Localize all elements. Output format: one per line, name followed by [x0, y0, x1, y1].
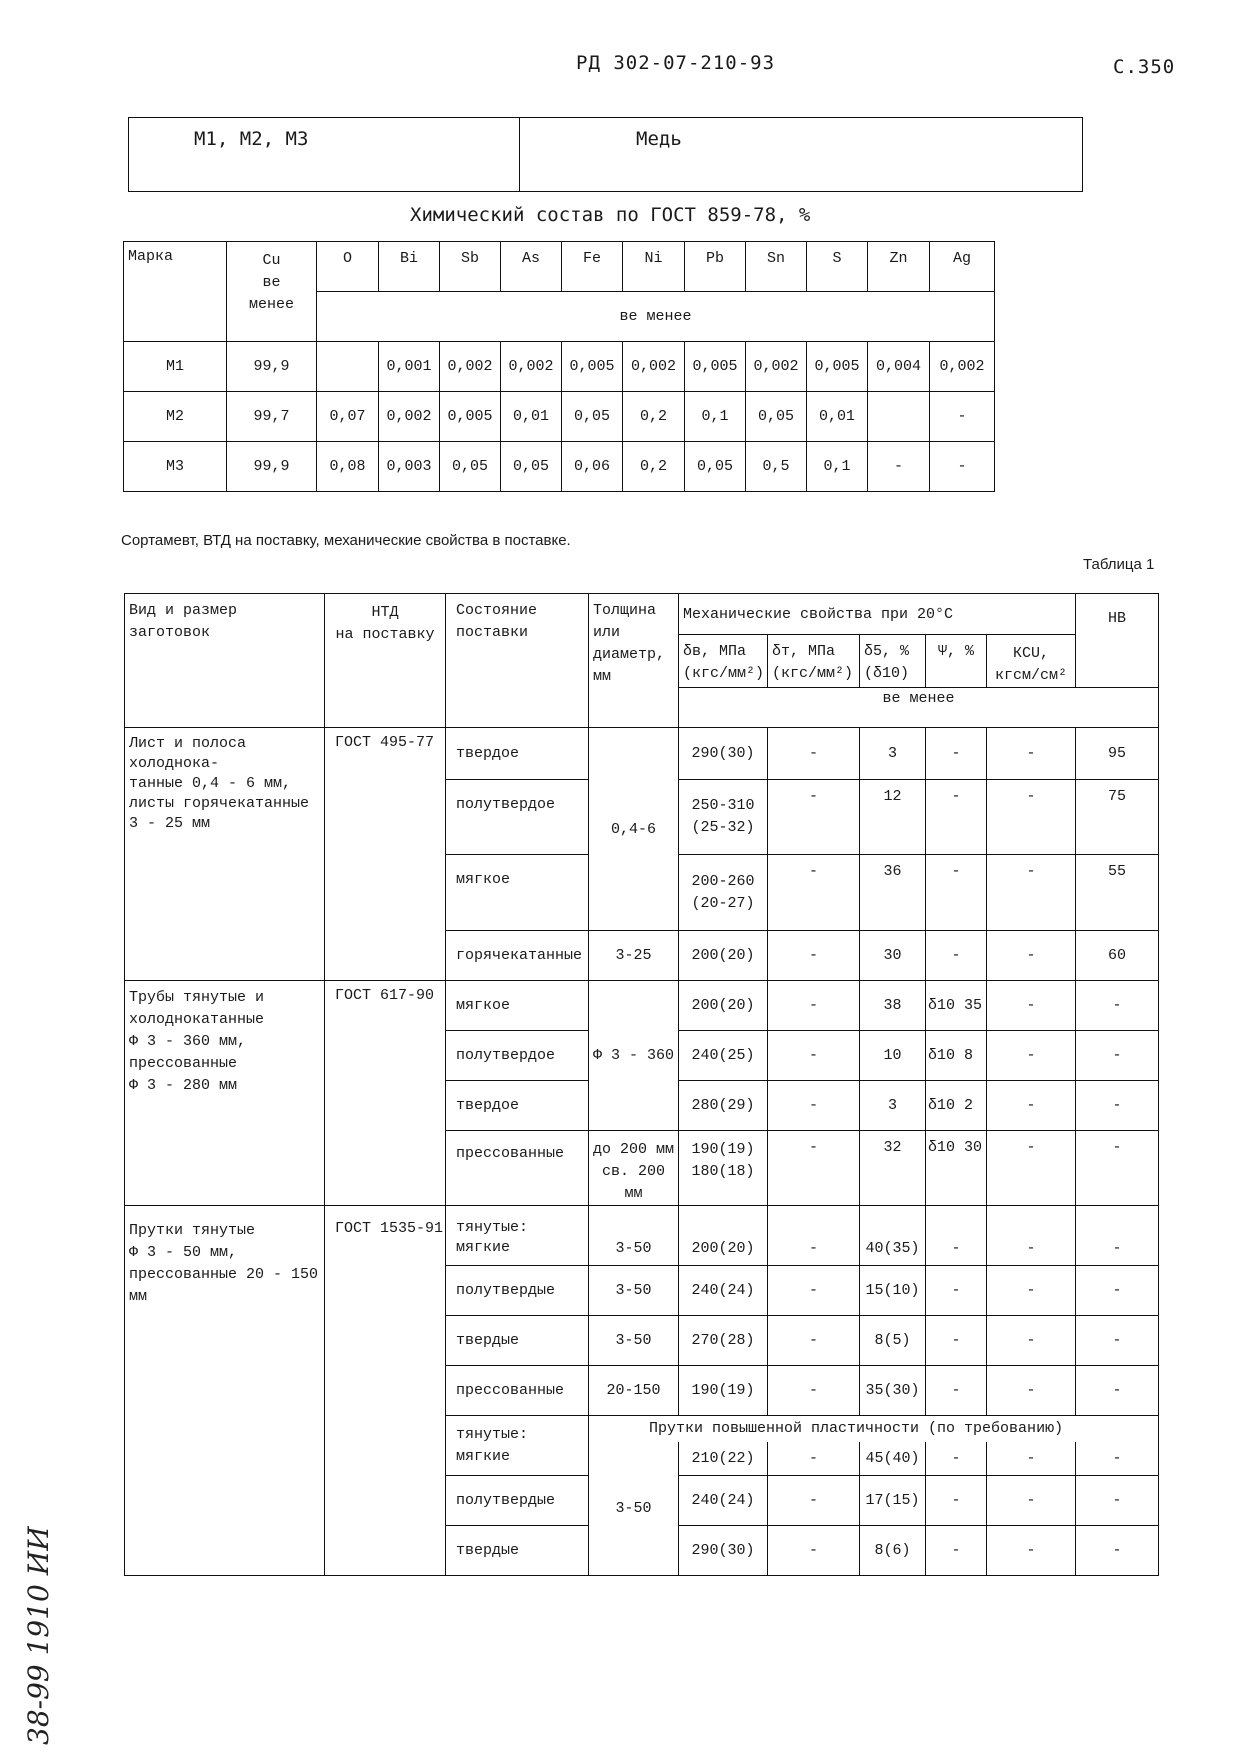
- chem-cell: 0,002: [623, 342, 685, 392]
- head-st: δт, МПа (кгс/мм²): [768, 635, 860, 688]
- cell: 30: [860, 931, 926, 981]
- chem-cell: 0,05: [746, 392, 807, 442]
- cell: -: [768, 1316, 860, 1366]
- cell: -: [768, 1131, 860, 1206]
- table-row: [125, 981, 1159, 1031]
- cell: -: [987, 931, 1076, 981]
- cell: 270(28): [679, 1316, 768, 1366]
- cell: -: [1076, 1031, 1159, 1081]
- chem-cell: 0,002: [746, 342, 807, 392]
- head-psi: Ψ, %: [926, 635, 987, 688]
- g1-ntd: ГОСТ 495-77: [325, 728, 446, 981]
- g3-thick-b: 3-50: [589, 1442, 679, 1576]
- chem-cell: М3: [124, 442, 227, 492]
- cell: δ10 30: [926, 1131, 987, 1206]
- doc-code: РД 302-07-210-93: [576, 52, 776, 74]
- cell: 38: [860, 981, 926, 1031]
- cell: -: [987, 1266, 1076, 1316]
- cell: -: [987, 1081, 1076, 1131]
- cell: -: [1076, 1131, 1159, 1206]
- chem-head-el: Pb: [685, 242, 746, 292]
- cell: -: [926, 1206, 987, 1266]
- cell: 32: [860, 1131, 926, 1206]
- table-row: [124, 342, 995, 392]
- cell: -: [987, 728, 1076, 780]
- chem-cell: 0,07: [317, 392, 379, 442]
- chem-cell: 0,2: [623, 442, 685, 492]
- table-row: [125, 728, 1159, 780]
- cell: 95: [1076, 728, 1159, 780]
- cell: полутвердое: [446, 1031, 589, 1081]
- chem-cell: [868, 392, 930, 442]
- chem-title: Химический состав по ГОСТ 859-78, %: [410, 204, 811, 226]
- cell: 280(29): [679, 1081, 768, 1131]
- cell: -: [1076, 1526, 1159, 1576]
- cell: тянутые: мягкие: [446, 1206, 589, 1266]
- cell: горячекатанные: [446, 931, 589, 981]
- chem-cell: 0,005: [807, 342, 868, 392]
- g3-b-state: тянутые: мягкие: [456, 1426, 529, 1465]
- cell: -: [768, 931, 860, 981]
- cell: твердое: [446, 728, 589, 780]
- chem-table: [123, 241, 995, 492]
- cell: -: [926, 1442, 987, 1476]
- cell: 240(25): [679, 1031, 768, 1081]
- cell: полутвердые: [446, 1266, 589, 1316]
- chem-cell: 0,1: [685, 392, 746, 442]
- cell: 3: [860, 728, 926, 780]
- cell: 290(30): [679, 728, 768, 780]
- head-mech: Механические свойства при 20°С: [679, 594, 1076, 635]
- chem-cell: 0,002: [501, 342, 562, 392]
- cell: -: [987, 1031, 1076, 1081]
- g2-kind: Трубы тянутые и холоднокатанные Ф 3 - 360 мм, прессованные Ф 3 - 280 мм: [125, 981, 325, 1206]
- chem-cell: 0,01: [501, 392, 562, 442]
- head-state: Состояние поставки: [446, 594, 589, 728]
- head-kcu: КСU, кгсм/см²: [987, 635, 1076, 688]
- chem-subheader: ве менее: [317, 292, 995, 342]
- cell: -: [768, 855, 860, 931]
- cell: 240(24): [679, 1266, 768, 1316]
- chem-cell: 0,2: [623, 392, 685, 442]
- chem-cell: -: [930, 392, 995, 442]
- chem-cell: 0,05: [440, 442, 501, 492]
- cell: -: [1076, 1476, 1159, 1526]
- chem-cell: 0,06: [562, 442, 623, 492]
- cell: мягкое: [446, 855, 589, 931]
- chem-cell: М2: [124, 392, 227, 442]
- chem-cell: 0,004: [868, 342, 930, 392]
- cell: -: [768, 1266, 860, 1316]
- cell: -: [768, 1476, 860, 1526]
- cell: -: [1076, 1266, 1159, 1316]
- chem-head-el: Fe: [562, 242, 623, 292]
- chem-head-el: Sb: [440, 242, 501, 292]
- cell: 3-50: [589, 1266, 679, 1316]
- chem-cell: 0,1: [807, 442, 868, 492]
- cell: -: [987, 981, 1076, 1031]
- chem-cell: 0,005: [562, 342, 623, 392]
- cell: 290(30): [679, 1526, 768, 1576]
- chem-head-grade: Марка: [124, 242, 227, 342]
- chem-cell: 0,003: [379, 442, 440, 492]
- cell: -: [768, 1526, 860, 1576]
- chem-head-el: Zn: [868, 242, 930, 292]
- cell: 15(10): [860, 1266, 926, 1316]
- table-row: [125, 1206, 1159, 1266]
- chem-cell: [317, 342, 379, 392]
- chem-cell: 0,05: [562, 392, 623, 442]
- cell: -: [987, 1206, 1076, 1266]
- cell: -: [1076, 1206, 1159, 1266]
- chem-cell: 0,01: [807, 392, 868, 442]
- head-sb: δв, МПа (кгс/мм²): [679, 635, 768, 688]
- page-number: С.350: [1113, 56, 1176, 78]
- cell: мягкое: [446, 981, 589, 1031]
- cell: -: [987, 1442, 1076, 1476]
- head-thick: Толщина или диаметр, мм: [589, 594, 679, 728]
- chem-cell: 99,9: [227, 442, 317, 492]
- chem-head-el: Bi: [379, 242, 440, 292]
- cell: 200(20): [679, 931, 768, 981]
- cell: 45(40): [860, 1442, 926, 1476]
- cell: -: [987, 1526, 1076, 1576]
- chem-cell: 0,05: [501, 442, 562, 492]
- chem-cell: 0,001: [379, 342, 440, 392]
- cell: -: [768, 1442, 860, 1476]
- chem-cell: 99,9: [227, 342, 317, 392]
- cell: -: [768, 728, 860, 780]
- chem-head-el: As: [501, 242, 562, 292]
- g2-thick: Ф 3 - 360: [589, 981, 679, 1131]
- cell: 12: [860, 780, 926, 855]
- cell: -: [1076, 1316, 1159, 1366]
- props-table: [124, 593, 1159, 1576]
- cell: -: [987, 1366, 1076, 1416]
- cell: 200(20): [679, 981, 768, 1031]
- cell: твердое: [446, 1081, 589, 1131]
- cell: полутвердое: [446, 780, 589, 855]
- table-row: [124, 392, 995, 442]
- cell: 75: [1076, 780, 1159, 855]
- cell: -: [987, 1476, 1076, 1526]
- cell: -: [768, 1206, 860, 1266]
- head-ntd: НТД на поставку: [325, 594, 446, 728]
- cell: -: [768, 780, 860, 855]
- material-grades: М1, М2, М3: [129, 118, 520, 192]
- cell: δ10 8: [926, 1031, 987, 1081]
- chem-head-el: Ni: [623, 242, 685, 292]
- chem-cell: 0,5: [746, 442, 807, 492]
- cell: до 200 мм св. 200 мм: [589, 1131, 679, 1206]
- cell: 8(5): [860, 1316, 926, 1366]
- cell: 200(20): [679, 1206, 768, 1266]
- cell: -: [1076, 981, 1159, 1031]
- cell: 8(6): [860, 1526, 926, 1576]
- g1-kind: Лист и полоса холоднока- танные 0,4 - 6 мм, листы горячекатанные 3 - 25 мм: [125, 728, 325, 981]
- cell: -: [926, 1316, 987, 1366]
- chem-cell: 0,005: [440, 392, 501, 442]
- cell: 36: [860, 855, 926, 931]
- cell: 190(19) 180(18): [679, 1131, 768, 1206]
- cell: -: [926, 1266, 987, 1316]
- head-min: ве менее: [679, 688, 1159, 728]
- cell: -: [1076, 1081, 1159, 1131]
- material-name: Медь: [520, 118, 1083, 192]
- chem-cell: 0,002: [930, 342, 995, 392]
- chem-cell: 0,05: [685, 442, 746, 492]
- cell: δ10 35: [926, 981, 987, 1031]
- cell: 55: [1076, 855, 1159, 931]
- cell: -: [926, 780, 987, 855]
- cell: 17(15): [860, 1476, 926, 1526]
- cell: 10: [860, 1031, 926, 1081]
- cell: 210(22): [679, 1442, 768, 1476]
- g3-ntd: ГОСТ 1535-91: [325, 1206, 446, 1576]
- chem-head-cu: Cu ве менее: [227, 242, 317, 342]
- chem-head-el: Ag: [930, 242, 995, 292]
- cell: -: [1076, 1366, 1159, 1416]
- chem-cell: -: [868, 442, 930, 492]
- material-box: [128, 117, 1083, 192]
- cell: 3-50: [589, 1316, 679, 1366]
- cell: 40(35): [860, 1206, 926, 1266]
- cell: -: [987, 855, 1076, 931]
- g3-kind: Прутки тянутые Ф 3 - 50 мм, прессованные 20 - 150 мм: [125, 1206, 325, 1576]
- head-hb: НВ: [1076, 594, 1159, 688]
- cell: -: [768, 1366, 860, 1416]
- cell: -: [926, 1476, 987, 1526]
- chem-cell: 99,7: [227, 392, 317, 442]
- cell: 3-50: [589, 1206, 679, 1266]
- table-row: [124, 442, 995, 492]
- cell: полутвердые: [446, 1476, 589, 1526]
- cell: -: [926, 855, 987, 931]
- g1-thick: 0,4-6: [589, 728, 679, 931]
- cell: δ10 2: [926, 1081, 987, 1131]
- cell: 190(19): [679, 1366, 768, 1416]
- cell: 200-260 (20-27): [679, 855, 768, 931]
- chem-head-el: O: [317, 242, 379, 292]
- margin-note: 38-99 1910 ИИ: [22, 1526, 55, 1745]
- cell: -: [926, 1526, 987, 1576]
- cell: -: [768, 981, 860, 1031]
- cell: [446, 1416, 589, 1476]
- cell: -: [768, 1031, 860, 1081]
- chem-cell: -: [930, 442, 995, 492]
- cell: 3-25: [589, 931, 679, 981]
- cell: -: [987, 1316, 1076, 1366]
- cell: -: [987, 1131, 1076, 1206]
- cell: -: [926, 728, 987, 780]
- cell: -: [926, 931, 987, 981]
- g3-note: Прутки повышенной пластичности (по требованию): [589, 1416, 1159, 1442]
- cell: -: [1076, 1442, 1159, 1476]
- chem-cell: 0,005: [685, 342, 746, 392]
- g2-ntd: ГОСТ 617-90: [325, 981, 446, 1206]
- chem-cell: 0,002: [440, 342, 501, 392]
- cell: твердые: [446, 1526, 589, 1576]
- table-label: Таблица 1: [1083, 556, 1155, 573]
- section-caption: Сортамевт, ВТД на поставку, механические свойства в поставке.: [121, 532, 571, 549]
- head-kind: Вид и размер заготовок: [125, 594, 325, 728]
- cell: 20-150: [589, 1366, 679, 1416]
- head-d5: δ5, % (δ10): [860, 635, 926, 688]
- chem-head-el: Sn: [746, 242, 807, 292]
- cell: 60: [1076, 931, 1159, 981]
- chem-cell: 0,08: [317, 442, 379, 492]
- cell: 3: [860, 1081, 926, 1131]
- cell: 35(30): [860, 1366, 926, 1416]
- cell: -: [926, 1366, 987, 1416]
- cell: -: [768, 1081, 860, 1131]
- chem-cell: 0,002: [379, 392, 440, 442]
- chem-head-el: S: [807, 242, 868, 292]
- cell: прессованные: [446, 1366, 589, 1416]
- cell: прессованные: [446, 1131, 589, 1206]
- cell: -: [987, 780, 1076, 855]
- cell: 250-310 (25-32): [679, 780, 768, 855]
- chem-cell: М1: [124, 342, 227, 392]
- cell: 240(24): [679, 1476, 768, 1526]
- cell: твердые: [446, 1316, 589, 1366]
